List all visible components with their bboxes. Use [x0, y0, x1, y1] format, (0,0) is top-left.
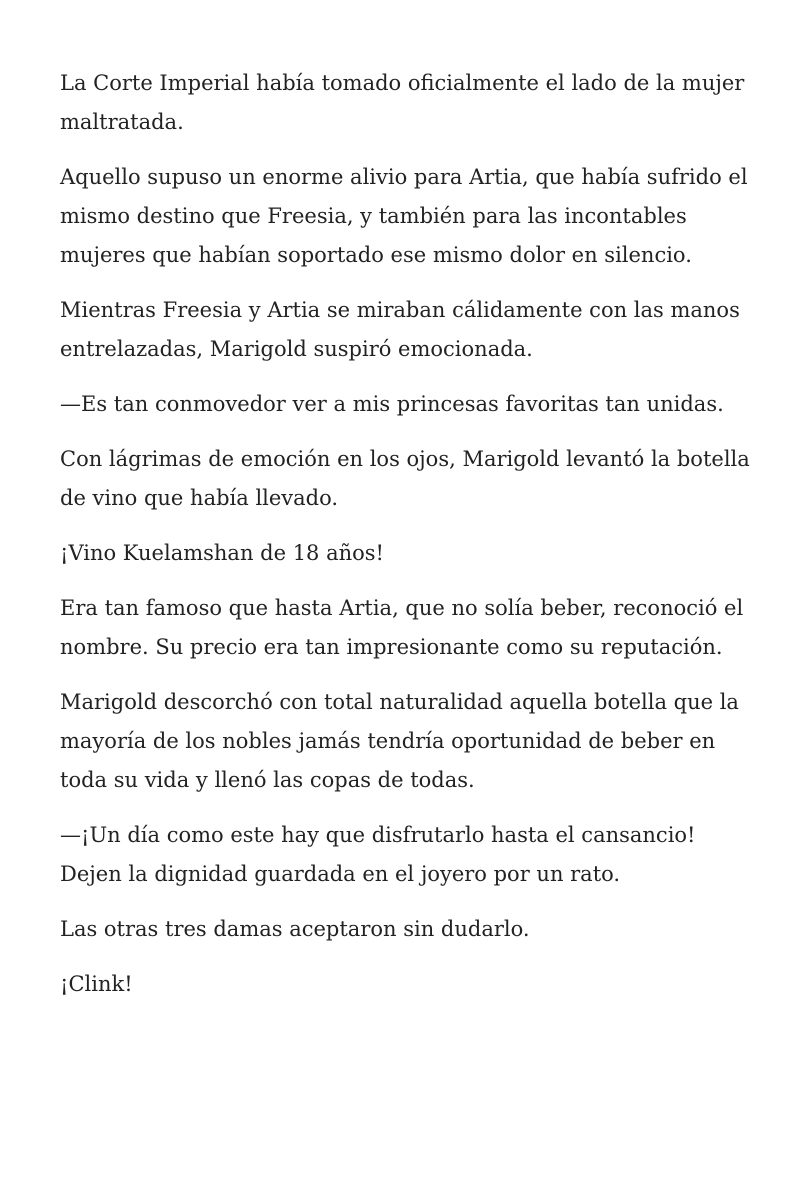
paragraph-5: Con lágrimas de emoción en los ojos, Marigold levantó la botella de vino que había llevado.	[60, 447, 750, 510]
paragraph-1: La Corte Imperial había tomado oficialmente el lado de la mujer maltratada.	[60, 71, 745, 134]
paragraph-11-sound-effect: ¡Clink!	[60, 972, 133, 996]
paragraph-9-dialogue: —¡Un día como este hay que disfrutarlo hasta el cansancio! Dejen la dignidad guardada en el joyero por un rato.	[60, 823, 696, 886]
paragraph-3: Mientras Freesia y Artia se miraban cálidamente con las manos entrelazadas, Marigold suspiró emocionada.	[60, 298, 740, 361]
paragraph-2: Aquello supuso un enorme alivio para Artia, que había sufrido el mismo destino que Freesia, y también para las incontables mujeres que habían soportado ese mismo dolor en silencio.	[60, 165, 748, 267]
document-body	[60, 64, 750, 1020]
paragraph-6-exclamation: ¡Vino Kuelamshan de 18 años!	[60, 541, 384, 565]
paragraph-7: Era tan famoso que hasta Artia, que no solía beber, reconoció el nombre. Su precio era tan impresionante como su reputación.	[60, 596, 744, 659]
paragraph-8: Marigold descorchó con total naturalidad aquella botella que la mayoría de los nobles jamás tendría oportunidad de beber en toda su vida y llenó las copas de todas.	[60, 690, 739, 792]
paragraph-10: Las otras tres damas aceptaron sin dudarlo.	[60, 917, 530, 941]
paragraph-4-dialogue: —Es tan conmovedor ver a mis princesas favoritas tan unidas.	[60, 392, 724, 416]
